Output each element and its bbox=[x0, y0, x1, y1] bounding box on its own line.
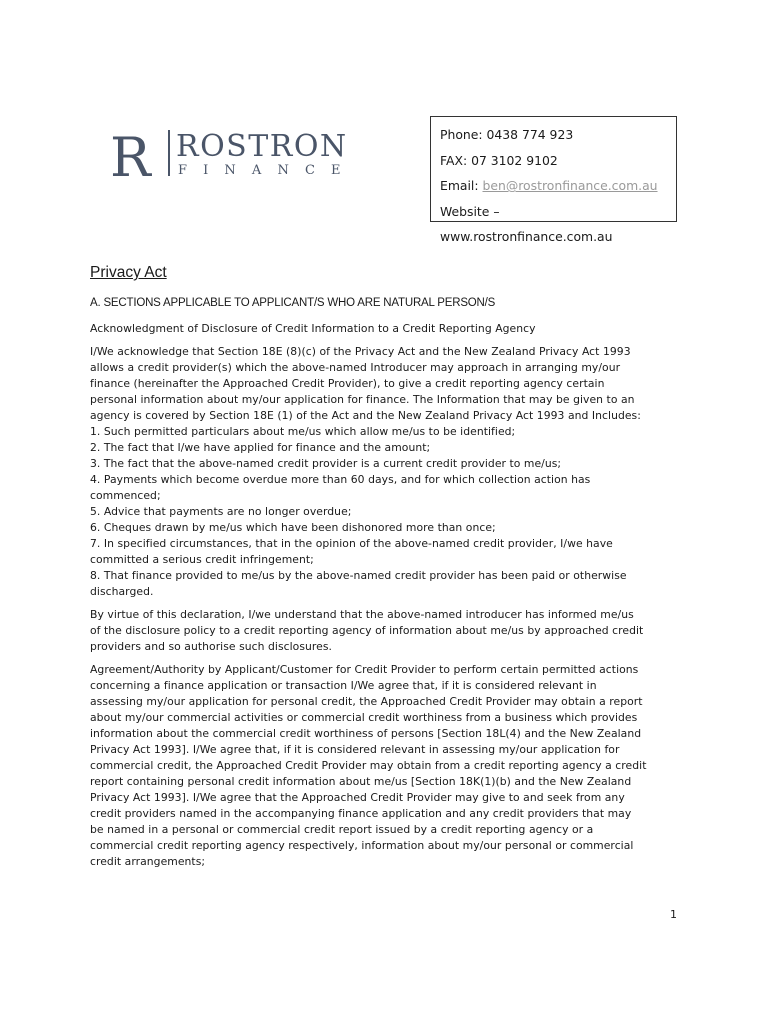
logo-divider bbox=[168, 130, 170, 176]
agreement-line: report containing personal credit information about me/us [Section 18K(1)(b) and the New Zealand bbox=[90, 775, 632, 788]
page-number: 1 bbox=[670, 908, 677, 921]
phone-text: Phone: 0438 774 923 bbox=[440, 127, 574, 142]
acknowledgement-line: 5. Advice that payments are no longer overdue; bbox=[90, 505, 352, 518]
declaration-line: providers and so authorise such disclosures. bbox=[90, 640, 332, 653]
acknowledgement-line: 1. Such permitted particulars about me/us which allow me/us to be identified; bbox=[90, 425, 516, 438]
acknowledgement-line: 6. Cheques drawn by me/us which have been dishonored more than once; bbox=[90, 521, 496, 534]
declaration-line: of the disclosure policy to a credit reporting agency of information about me/us by approached credit bbox=[90, 624, 644, 637]
agreement-line: assessing my/our application for personal credit, the Approached Credit Provider may obtain a report bbox=[90, 695, 643, 708]
logo-name: ROSTRON bbox=[176, 129, 348, 164]
document-body bbox=[90, 263, 690, 877]
agreement-line: credit providers named in the accompanying finance application and any credit providers that may bbox=[90, 807, 632, 820]
acknowledgement-line: allows a credit provider(s) which the above-named Introducer may approach in arranging my/our bbox=[90, 361, 621, 374]
agreement-line: Privacy Act 1993]. I/We agree that the Approached Credit Provider may give to and seek from any bbox=[90, 791, 625, 804]
email-link[interactable]: ben@rostronfinance.com.au bbox=[482, 178, 658, 194]
acknowledgement-line: committed a serious credit infringement; bbox=[90, 553, 314, 566]
rostron-finance-logo bbox=[110, 128, 380, 180]
acknowledgement-line: 2. The fact that I/we have applied for finance and the amount; bbox=[90, 441, 431, 454]
intro-paragraph: Acknowledgment of Disclosure of Credit Information to a Credit Reporting Agency bbox=[90, 322, 536, 335]
acknowledgement-line: agency is covered by Section 18E (1) of the Act and the New Zealand Privacy Act 1993 and Includes: bbox=[90, 409, 641, 422]
email-line bbox=[440, 173, 667, 199]
fax-text: FAX: 07 3102 9102 bbox=[440, 152, 558, 168]
website-text: Website – www.rostronfinance.com.au bbox=[440, 203, 613, 245]
acknowledgement-line: 4. Payments which become overdue more than 60 days, and for which collection action has bbox=[90, 473, 591, 486]
agreement-line: information about the commercial credit worthiness of persons [Section 18L(4) and the New Zealand bbox=[90, 727, 642, 740]
agreement-paragraph bbox=[90, 662, 690, 870]
agreement-line: commercial credit, the Approached Credit Provider may obtain from a credit reporting agency a credit bbox=[90, 759, 647, 772]
agreement-line: commercial credit reporting agency respectively, information about my/our personal or commercial bbox=[90, 839, 634, 852]
acknowledgement-line: 7. In specified circumstances, that in the opinion of the above-named credit provider, I/we have bbox=[90, 537, 613, 550]
declaration-line: By virtue of this declaration, I/we understand that the above-named introducer has informed me/us bbox=[90, 608, 634, 621]
agreement-line: Privacy Act 1993]. I/We agree that, if it is considered relevant in assessing my/our application for bbox=[90, 743, 620, 756]
logo-subtitle: F I N A N C E bbox=[178, 163, 347, 178]
acknowledgement-line: finance (hereinafter the Approached Credit Provider), to give a credit reporting agency certain bbox=[90, 377, 605, 390]
declaration-paragraph bbox=[90, 607, 690, 655]
agreement-line: be named in a personal or commercial credit report issued by a credit reporting agency or a bbox=[90, 823, 594, 836]
section-a-heading: A. SECTIONS APPLICABLE TO APPLICANT/S WHO ARE NATURAL PERSON/S bbox=[90, 297, 496, 309]
agreement-line: Agreement/Authority by Applicant/Customer for Credit Provider to perform certain permitted actions bbox=[90, 663, 639, 676]
acknowledgement-line: discharged. bbox=[90, 585, 154, 598]
agreement-line: about my/our commercial activities or commercial credit worthiness from a business which provides bbox=[90, 711, 638, 724]
acknowledgement-line: I/We acknowledge that Section 18E (8)(c) of the Privacy Act and the New Zealand Privacy Act 1993 bbox=[90, 345, 631, 358]
acknowledgement-line: 8. That finance provided to me/us by the above-named credit provider has been paid or otherwise bbox=[90, 569, 627, 582]
acknowledgement-paragraph bbox=[90, 344, 690, 600]
agreement-line: concerning a finance application or transaction I/We agree that, if it is considered relevant in bbox=[90, 679, 597, 692]
acknowledgement-line: commenced; bbox=[90, 489, 161, 502]
agreement-line: credit arrangements; bbox=[90, 855, 206, 868]
privacy-act-heading: Privacy Act bbox=[90, 264, 167, 281]
email-label: Email: bbox=[440, 178, 483, 194]
acknowledgement-line: 3. The fact that the above-named credit provider is a current credit provider to me/us; bbox=[90, 457, 562, 470]
acknowledgement-line: personal information about my/our application for finance. The Information that may be given to an bbox=[90, 393, 635, 406]
contact-box bbox=[430, 116, 677, 245]
logo-letter: R bbox=[110, 128, 151, 180]
